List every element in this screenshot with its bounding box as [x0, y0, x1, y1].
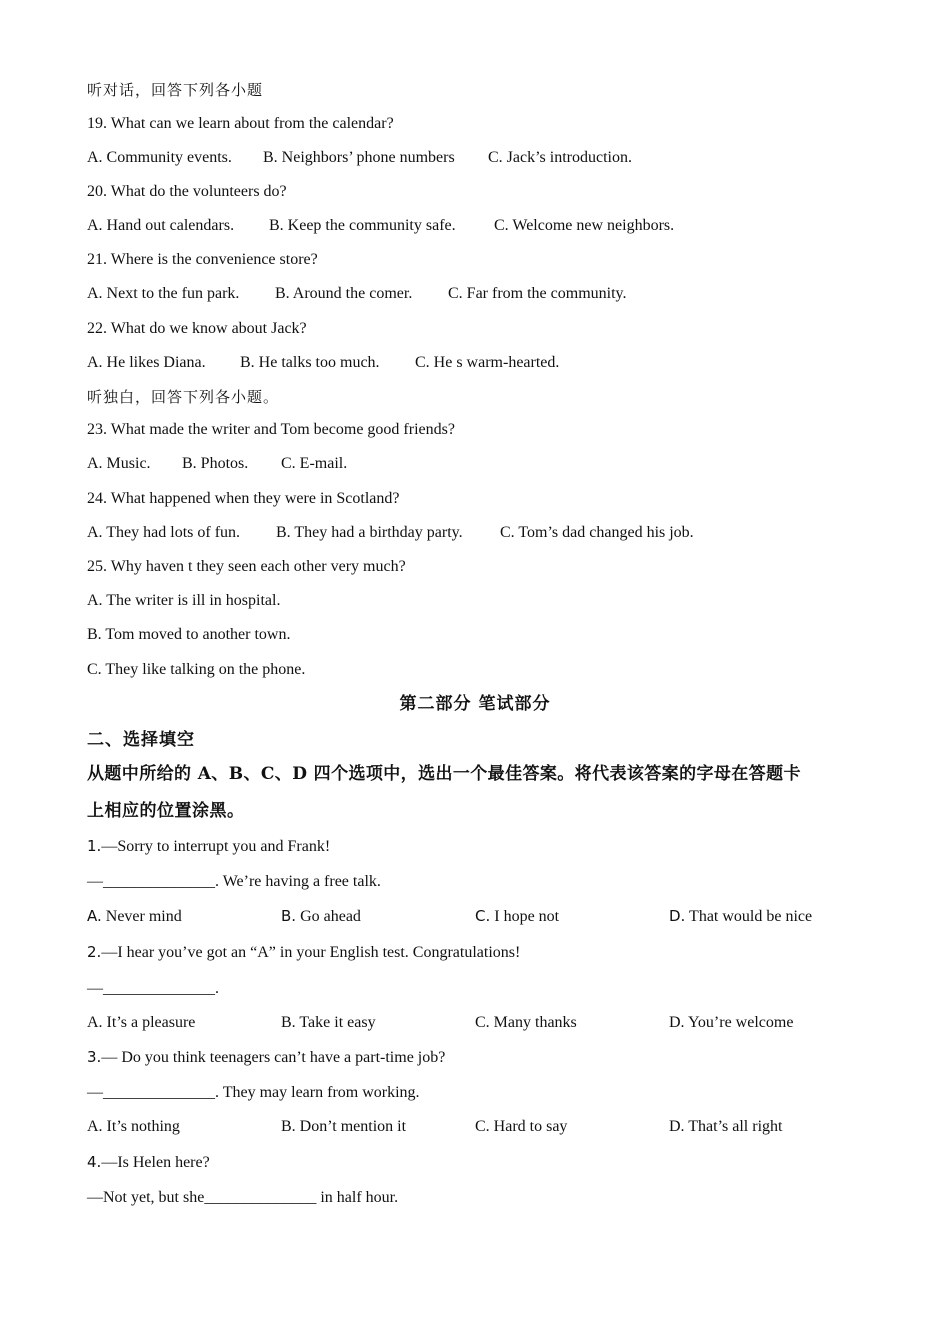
question-23: 23. What made the writer and Tom become good friends? [87, 421, 455, 438]
option-b: B. Go ahead [281, 907, 361, 925]
question-25-option-b: B. Tom moved to another town. [87, 626, 291, 643]
monologue-instruction: 听独白，回答下列各小题。 [87, 388, 280, 406]
question-4 [87, 1152, 210, 1173]
option-d: D. You’re welcome [669, 1014, 794, 1031]
question-2 [87, 942, 520, 963]
option-c: C. Welcome new neighbors. [494, 217, 675, 234]
dialog-instruction: 听对话，回答下列各小题 [87, 81, 264, 99]
option-c: C. Tom’s dad changed his job. [500, 524, 694, 541]
question-number: 3. [87, 1048, 102, 1066]
question-number: 2. [87, 943, 102, 961]
option-d: D. That would be nice [669, 907, 813, 925]
question-22: 22. What do we know about Jack? [87, 320, 307, 337]
option-d: D. That’s all right [669, 1118, 783, 1135]
question-2-response: —______________. [87, 980, 219, 997]
option-a: A. It’s nothing [87, 1118, 180, 1135]
part-title: 第二部分 笔试部分 [399, 694, 551, 714]
question-21: 21. Where is the convenience store? [87, 251, 318, 268]
option-b: B. Neighbors’ phone numbers [263, 149, 455, 166]
option-b: B. Photos. [182, 455, 249, 472]
section-instruction-line2: 上相应的位置涂黑。 [87, 801, 245, 821]
question-number: 4. [87, 1153, 102, 1171]
option-c: C. Far from the community. [448, 285, 627, 302]
option-a: A. It’s a pleasure [87, 1014, 196, 1031]
section-title: 二、选择填空 [87, 730, 195, 750]
question-24: 24. What happened when they were in Scotland? [87, 490, 400, 507]
question-3-response: —______________. They may learn from working. [87, 1084, 420, 1101]
section-instruction-line1: 从题中所给的 A、B、C、D 四个选项中，选出一个最佳答案。将代表该答案的字母在答题卡 [87, 764, 801, 784]
option-a: A. Hand out calendars. [87, 217, 235, 234]
question-20: 20. What do the volunteers do? [87, 183, 287, 200]
option-a: A. Next to the fun park. [87, 285, 240, 302]
question-4-response: —Not yet, but she______________ in half hour. [87, 1189, 399, 1206]
question-1-response: —______________. We’re having a free talk. [87, 873, 381, 890]
option-b: B. Keep the community safe. [269, 217, 456, 234]
option-c: C. Many thanks [475, 1014, 577, 1031]
option-c: C. Hard to say [475, 1118, 568, 1135]
question-25: 25. Why haven t they seen each other very much? [87, 558, 406, 575]
option-a: A. Music. [87, 455, 151, 472]
question-19: 19. What can we learn about from the calendar? [87, 115, 394, 132]
option-b: B. Take it easy [281, 1014, 376, 1031]
question-number: 1. [87, 837, 102, 855]
question-text: —I hear you’ve got an “A” in your English test. Congratulations! [101, 944, 521, 961]
question-text: —Sorry to interrupt you and Frank! [101, 838, 331, 855]
question-25-option-c: C. They like talking on the phone. [87, 661, 306, 678]
option-a: A. He likes Diana. [87, 354, 206, 371]
question-text: — Do you think teenagers can’t have a part-time job? [101, 1049, 446, 1066]
option-c: C. I hope not [475, 907, 560, 925]
option-c: C. He s warm-hearted. [415, 354, 560, 371]
option-a: A. Never mind [87, 907, 182, 925]
option-c: C. E-mail. [281, 455, 348, 472]
option-c: C. Jack’s introduction. [488, 149, 632, 166]
question-3 [87, 1047, 445, 1068]
question-1 [87, 836, 330, 857]
option-b: B. He talks too much. [240, 354, 380, 371]
option-b: B. Don’t mention it [281, 1118, 407, 1135]
question-25-option-a: A. The writer is ill in hospital. [87, 592, 281, 609]
option-b: B. Around the comer. [275, 285, 413, 302]
option-a: A. They had lots of fun. [87, 524, 241, 541]
option-b: B. They had a birthday party. [276, 524, 463, 541]
option-a: A. Community events. [87, 149, 232, 166]
question-text: —Is Helen here? [101, 1154, 210, 1171]
